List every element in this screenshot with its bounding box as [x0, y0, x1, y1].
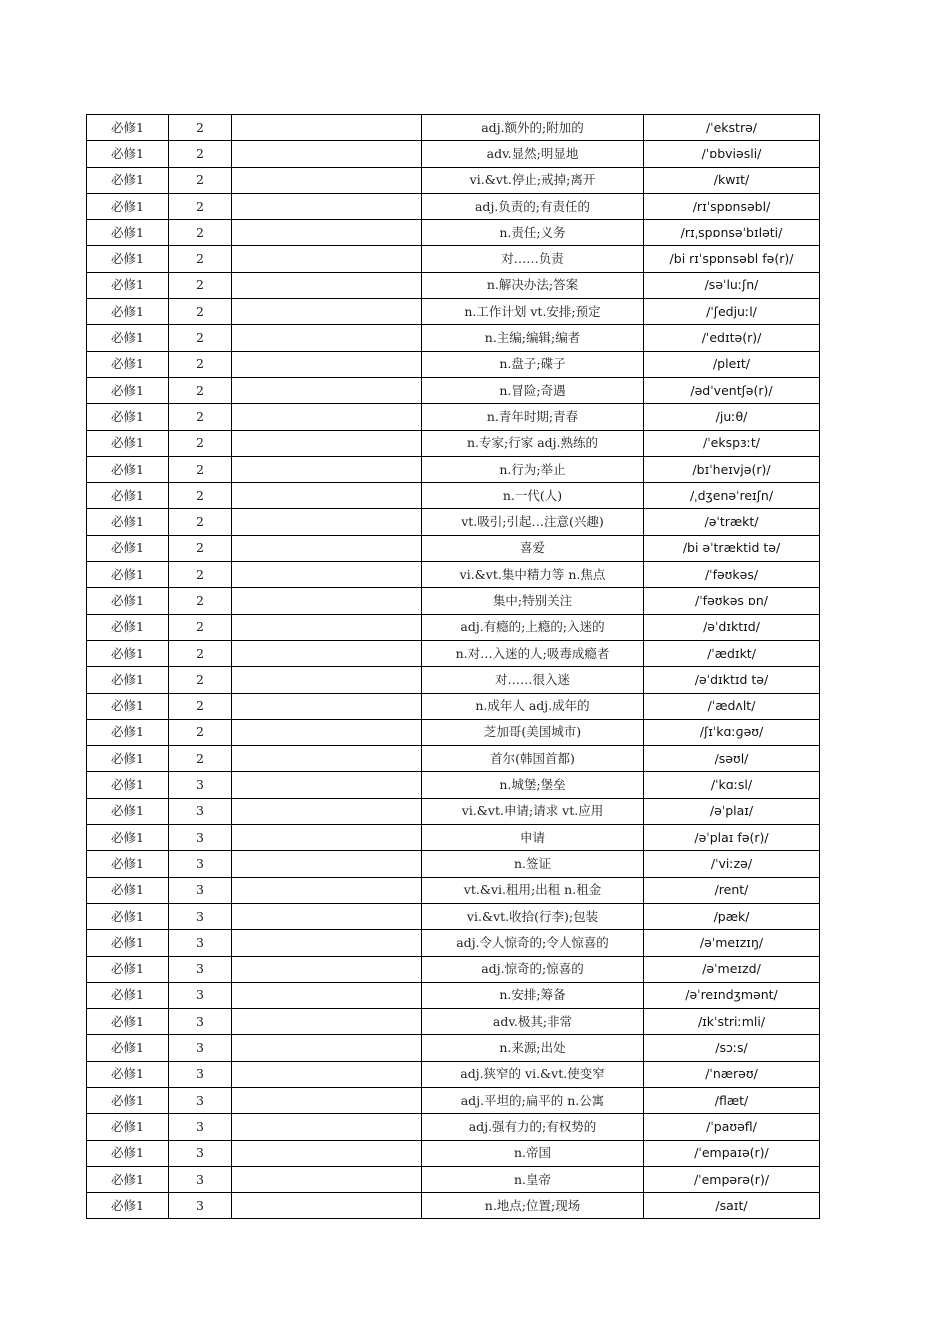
- meaning-cell: n.责任;义务: [422, 220, 644, 246]
- meaning-cell: n.解决办法;答案: [422, 272, 644, 298]
- table-row: [87, 299, 820, 325]
- phonetic-cell: /ˈedɪtə(r)/: [644, 325, 820, 351]
- phonetic-cell: /ˈfəʊkəs/: [644, 562, 820, 588]
- book-cell: 必修1: [87, 982, 169, 1008]
- phonetic-cell: /bɪˈheɪvjə(r)/: [644, 456, 820, 482]
- word-cell: [232, 1114, 422, 1140]
- meaning-cell: 首尔(韩国首都): [422, 746, 644, 772]
- table-row: [87, 325, 820, 351]
- book-cell: 必修1: [87, 115, 169, 141]
- word-cell: [232, 377, 422, 403]
- unit-cell: 2: [169, 299, 232, 325]
- table-row: [87, 456, 820, 482]
- phonetic-cell: /əˈtrækt/: [644, 509, 820, 535]
- book-cell: 必修1: [87, 1035, 169, 1061]
- phonetic-cell: /ˈempaɪə(r)/: [644, 1140, 820, 1166]
- unit-cell: 2: [169, 246, 232, 272]
- meaning-cell: n.一代(人): [422, 483, 644, 509]
- word-cell: [232, 351, 422, 377]
- phonetic-cell: /ˈekstrə/: [644, 115, 820, 141]
- word-cell: [232, 1087, 422, 1113]
- table-row: [87, 1009, 820, 1035]
- meaning-cell: n.皇帝: [422, 1166, 644, 1192]
- word-cell: [232, 115, 422, 141]
- table-row: [87, 1193, 820, 1219]
- meaning-cell: 集中;特别关注: [422, 588, 644, 614]
- book-cell: 必修1: [87, 1114, 169, 1140]
- unit-cell: 2: [169, 483, 232, 509]
- table-row: [87, 246, 820, 272]
- unit-cell: 2: [169, 746, 232, 772]
- meaning-cell: n.签证: [422, 851, 644, 877]
- word-cell: [232, 719, 422, 745]
- meaning-cell: adj.狭窄的 vi.&vt.使变窄: [422, 1061, 644, 1087]
- word-cell: [232, 877, 422, 903]
- table-row: [87, 930, 820, 956]
- table-row: [87, 430, 820, 456]
- book-cell: 必修1: [87, 667, 169, 693]
- word-cell: [232, 798, 422, 824]
- meaning-cell: 对……负责: [422, 246, 644, 272]
- table-row: [87, 1087, 820, 1113]
- unit-cell: 3: [169, 903, 232, 929]
- phonetic-cell: /ˈkɑːsl/: [644, 772, 820, 798]
- unit-cell: 3: [169, 1166, 232, 1192]
- unit-cell: 2: [169, 193, 232, 219]
- meaning-cell: n.主编;编辑;编者: [422, 325, 644, 351]
- unit-cell: 2: [169, 115, 232, 141]
- word-cell: [232, 509, 422, 535]
- unit-cell: 2: [169, 667, 232, 693]
- phonetic-cell: /ˈædʌlt/: [644, 693, 820, 719]
- book-cell: 必修1: [87, 1166, 169, 1192]
- meaning-cell: n.安排;筹备: [422, 982, 644, 1008]
- vocabulary-table: [86, 114, 820, 1219]
- phonetic-cell: /əˈplaɪ fə(r)/: [644, 825, 820, 851]
- phonetic-cell: /səʊl/: [644, 746, 820, 772]
- phonetic-cell: /ˈekspɜːt/: [644, 430, 820, 456]
- book-cell: 必修1: [87, 772, 169, 798]
- book-cell: 必修1: [87, 930, 169, 956]
- meaning-cell: vt.吸引;引起…注意(兴趣): [422, 509, 644, 535]
- meaning-cell: n.成年人 adj.成年的: [422, 693, 644, 719]
- table-row: [87, 1140, 820, 1166]
- phonetic-cell: /rɪˌspɒnsəˈbɪləti/: [644, 220, 820, 246]
- meaning-cell: n.来源;出处: [422, 1035, 644, 1061]
- unit-cell: 2: [169, 640, 232, 666]
- unit-cell: 2: [169, 220, 232, 246]
- book-cell: 必修1: [87, 325, 169, 351]
- word-cell: [232, 483, 422, 509]
- book-cell: 必修1: [87, 404, 169, 430]
- unit-cell: 2: [169, 404, 232, 430]
- table-row: [87, 141, 820, 167]
- meaning-cell: 喜爱: [422, 535, 644, 561]
- unit-cell: 2: [169, 693, 232, 719]
- meaning-cell: adj.额外的;附加的: [422, 115, 644, 141]
- meaning-cell: n.冒险;奇遇: [422, 377, 644, 403]
- table-row: [87, 877, 820, 903]
- word-cell: [232, 141, 422, 167]
- word-cell: [232, 1061, 422, 1087]
- unit-cell: 2: [169, 614, 232, 640]
- table-row: [87, 351, 820, 377]
- meaning-cell: n.青年时期;青春: [422, 404, 644, 430]
- word-cell: [232, 1035, 422, 1061]
- phonetic-cell: /rɪˈspɒnsəbl/: [644, 193, 820, 219]
- word-cell: [232, 325, 422, 351]
- unit-cell: 2: [169, 588, 232, 614]
- unit-cell: 2: [169, 377, 232, 403]
- book-cell: 必修1: [87, 1140, 169, 1166]
- book-cell: 必修1: [87, 614, 169, 640]
- meaning-cell: 申请: [422, 825, 644, 851]
- unit-cell: 2: [169, 351, 232, 377]
- meaning-cell: n.对…入迷的人;吸毒成瘾者: [422, 640, 644, 666]
- unit-cell: 2: [169, 272, 232, 298]
- unit-cell: 3: [169, 798, 232, 824]
- book-cell: 必修1: [87, 851, 169, 877]
- book-cell: 必修1: [87, 430, 169, 456]
- meaning-cell: adj.惊奇的;惊喜的: [422, 956, 644, 982]
- phonetic-cell: /ˈnærəʊ/: [644, 1061, 820, 1087]
- book-cell: 必修1: [87, 798, 169, 824]
- phonetic-cell: /əˈreɪndʒmənt/: [644, 982, 820, 1008]
- meaning-cell: n.专家;行家 adj.熟练的: [422, 430, 644, 456]
- phonetic-cell: /pleɪt/: [644, 351, 820, 377]
- table-row: [87, 903, 820, 929]
- phonetic-cell: /pæk/: [644, 903, 820, 929]
- meaning-cell: n.地点;位置;现场: [422, 1193, 644, 1219]
- unit-cell: 3: [169, 930, 232, 956]
- phonetic-cell: /ˈædɪkt/: [644, 640, 820, 666]
- book-cell: 必修1: [87, 246, 169, 272]
- phonetic-cell: /əˈmeɪzd/: [644, 956, 820, 982]
- meaning-cell: vt.&vi.租用;出租 n.租金: [422, 877, 644, 903]
- table-row: [87, 483, 820, 509]
- word-cell: [232, 456, 422, 482]
- table-row: [87, 746, 820, 772]
- unit-cell: 3: [169, 1061, 232, 1087]
- table-row: [87, 220, 820, 246]
- unit-cell: 3: [169, 982, 232, 1008]
- meaning-cell: n.帝国: [422, 1140, 644, 1166]
- book-cell: 必修1: [87, 456, 169, 482]
- word-cell: [232, 956, 422, 982]
- unit-cell: 2: [169, 719, 232, 745]
- table-row: [87, 193, 820, 219]
- phonetic-cell: /ˈempərə(r)/: [644, 1166, 820, 1192]
- unit-cell: 2: [169, 535, 232, 561]
- word-cell: [232, 667, 422, 693]
- word-cell: [232, 193, 422, 219]
- book-cell: 必修1: [87, 693, 169, 719]
- table-row: [87, 798, 820, 824]
- phonetic-cell: /sɔːs/: [644, 1035, 820, 1061]
- meaning-cell: n.行为;举止: [422, 456, 644, 482]
- unit-cell: 3: [169, 1193, 232, 1219]
- phonetic-cell: /əˈdɪktɪd tə/: [644, 667, 820, 693]
- phonetic-cell: /bi əˈtræktid tə/: [644, 535, 820, 561]
- phonetic-cell: /saɪt/: [644, 1193, 820, 1219]
- word-cell: [232, 1140, 422, 1166]
- book-cell: 必修1: [87, 1087, 169, 1113]
- book-cell: 必修1: [87, 167, 169, 193]
- unit-cell: 2: [169, 509, 232, 535]
- book-cell: 必修1: [87, 141, 169, 167]
- table-row: [87, 509, 820, 535]
- unit-cell: 2: [169, 141, 232, 167]
- unit-cell: 2: [169, 456, 232, 482]
- phonetic-cell: /juːθ/: [644, 404, 820, 430]
- book-cell: 必修1: [87, 1061, 169, 1087]
- meaning-cell: n.工作计划 vt.安排;预定: [422, 299, 644, 325]
- book-cell: 必修1: [87, 903, 169, 929]
- phonetic-cell: /bi rɪˈspɒnsəbl fə(r)/: [644, 246, 820, 272]
- book-cell: 必修1: [87, 1193, 169, 1219]
- word-cell: [232, 299, 422, 325]
- phonetic-cell: /ʃɪˈkɑːɡəʊ/: [644, 719, 820, 745]
- phonetic-cell: /ˈfəʊkəs ɒn/: [644, 588, 820, 614]
- table-row: [87, 982, 820, 1008]
- phonetic-cell: /əˈdɪktɪd/: [644, 614, 820, 640]
- table-row: [87, 667, 820, 693]
- word-cell: [232, 825, 422, 851]
- meaning-cell: adj.平坦的;扁平的 n.公寓: [422, 1087, 644, 1113]
- word-cell: [232, 640, 422, 666]
- table-row: [87, 404, 820, 430]
- book-cell: 必修1: [87, 1009, 169, 1035]
- phonetic-cell: /ˈpaʊəfl/: [644, 1114, 820, 1140]
- word-cell: [232, 903, 422, 929]
- phonetic-cell: /ˌdʒenəˈreɪʃn/: [644, 483, 820, 509]
- book-cell: 必修1: [87, 220, 169, 246]
- table-row: [87, 535, 820, 561]
- book-cell: 必修1: [87, 956, 169, 982]
- book-cell: 必修1: [87, 588, 169, 614]
- meaning-cell: vi.&vt.申请;请求 vt.应用: [422, 798, 644, 824]
- table-row: [87, 825, 820, 851]
- unit-cell: 3: [169, 772, 232, 798]
- word-cell: [232, 982, 422, 1008]
- book-cell: 必修1: [87, 377, 169, 403]
- table-row: [87, 1166, 820, 1192]
- table-row: [87, 772, 820, 798]
- table-row: [87, 719, 820, 745]
- table-row: [87, 640, 820, 666]
- phonetic-cell: /kwɪt/: [644, 167, 820, 193]
- meaning-cell: adj.负责的;有责任的: [422, 193, 644, 219]
- word-cell: [232, 1166, 422, 1192]
- word-cell: [232, 535, 422, 561]
- unit-cell: 3: [169, 1035, 232, 1061]
- unit-cell: 3: [169, 851, 232, 877]
- word-cell: [232, 272, 422, 298]
- phonetic-cell: /ˈviːzə/: [644, 851, 820, 877]
- table-row: [87, 115, 820, 141]
- meaning-cell: 芝加哥(美国城市): [422, 719, 644, 745]
- phonetic-cell: /ˈɒbviəsli/: [644, 141, 820, 167]
- meaning-cell: vi.&vt.集中精力等 n.焦点: [422, 562, 644, 588]
- phonetic-cell: /səˈluːʃn/: [644, 272, 820, 298]
- table-row: [87, 1061, 820, 1087]
- meaning-cell: adv.显然;明显地: [422, 141, 644, 167]
- book-cell: 必修1: [87, 299, 169, 325]
- book-cell: 必修1: [87, 193, 169, 219]
- table-row: [87, 1035, 820, 1061]
- meaning-cell: adj.有瘾的;上瘾的;入迷的: [422, 614, 644, 640]
- unit-cell: 3: [169, 1009, 232, 1035]
- unit-cell: 3: [169, 877, 232, 903]
- table-row: [87, 272, 820, 298]
- table-row: [87, 588, 820, 614]
- word-cell: [232, 430, 422, 456]
- meaning-cell: vi.&vt.停止;戒掉;离开: [422, 167, 644, 193]
- unit-cell: 3: [169, 1114, 232, 1140]
- table-row: [87, 1114, 820, 1140]
- meaning-cell: adj.令人惊奇的;令人惊喜的: [422, 930, 644, 956]
- table-row: [87, 956, 820, 982]
- meaning-cell: vi.&vt.收拾(行李);包装: [422, 903, 644, 929]
- word-cell: [232, 1193, 422, 1219]
- book-cell: 必修1: [87, 640, 169, 666]
- phonetic-cell: /əˈplaɪ/: [644, 798, 820, 824]
- phonetic-cell: /əˈmeɪzɪŋ/: [644, 930, 820, 956]
- unit-cell: 3: [169, 1140, 232, 1166]
- word-cell: [232, 588, 422, 614]
- book-cell: 必修1: [87, 825, 169, 851]
- word-cell: [232, 614, 422, 640]
- word-cell: [232, 930, 422, 956]
- phonetic-cell: /flæt/: [644, 1087, 820, 1113]
- unit-cell: 2: [169, 325, 232, 351]
- phonetic-cell: /ədˈventʃə(r)/: [644, 377, 820, 403]
- meaning-cell: 对……很入迷: [422, 667, 644, 693]
- phonetic-cell: /ɪkˈstriːmli/: [644, 1009, 820, 1035]
- book-cell: 必修1: [87, 562, 169, 588]
- vocabulary-table-body: [87, 115, 820, 1219]
- table-row: [87, 562, 820, 588]
- meaning-cell: n.盘子;碟子: [422, 351, 644, 377]
- word-cell: [232, 693, 422, 719]
- word-cell: [232, 167, 422, 193]
- book-cell: 必修1: [87, 719, 169, 745]
- word-cell: [232, 1009, 422, 1035]
- word-cell: [232, 772, 422, 798]
- book-cell: 必修1: [87, 746, 169, 772]
- book-cell: 必修1: [87, 272, 169, 298]
- meaning-cell: adv.极其;非常: [422, 1009, 644, 1035]
- word-cell: [232, 851, 422, 877]
- book-cell: 必修1: [87, 535, 169, 561]
- book-cell: 必修1: [87, 483, 169, 509]
- word-cell: [232, 220, 422, 246]
- unit-cell: 2: [169, 167, 232, 193]
- phonetic-cell: /ˈʃedjuːl/: [644, 299, 820, 325]
- unit-cell: 2: [169, 430, 232, 456]
- unit-cell: 2: [169, 562, 232, 588]
- unit-cell: 3: [169, 825, 232, 851]
- table-row: [87, 851, 820, 877]
- word-cell: [232, 746, 422, 772]
- word-cell: [232, 246, 422, 272]
- book-cell: 必修1: [87, 351, 169, 377]
- book-cell: 必修1: [87, 509, 169, 535]
- word-cell: [232, 562, 422, 588]
- unit-cell: 3: [169, 956, 232, 982]
- table-row: [87, 167, 820, 193]
- word-cell: [232, 404, 422, 430]
- table-row: [87, 693, 820, 719]
- table-row: [87, 614, 820, 640]
- unit-cell: 3: [169, 1087, 232, 1113]
- meaning-cell: n.城堡;堡垒: [422, 772, 644, 798]
- phonetic-cell: /rent/: [644, 877, 820, 903]
- table-row: [87, 377, 820, 403]
- meaning-cell: adj.强有力的;有权势的: [422, 1114, 644, 1140]
- book-cell: 必修1: [87, 877, 169, 903]
